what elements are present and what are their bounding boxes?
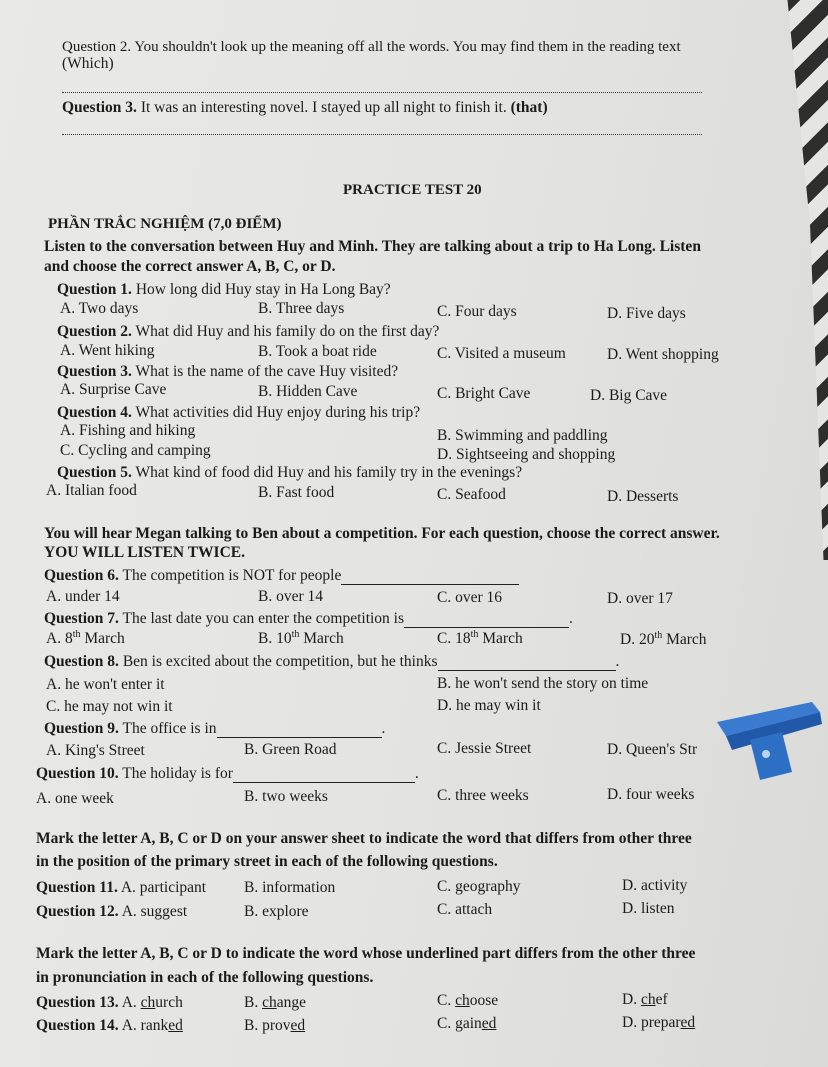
instruction-stress-a: Mark the letter A, B, C or D on your answer sheet to indicate the word that differs from other three <box>36 830 692 847</box>
answer-line <box>62 134 702 135</box>
question-number: Question 3. <box>62 99 137 116</box>
q4-option-a: A. Fishing and hiking <box>60 422 196 439</box>
question-1 <box>57 281 391 299</box>
question-number: Question 10. <box>36 765 119 782</box>
question-text: Ben is excited about the competition, but he thinks <box>118 653 438 670</box>
q6-option-a: A. under 14 <box>46 588 120 605</box>
question-11 <box>36 879 206 897</box>
question-text: What activities did Huy enjoy during his trip? <box>131 404 421 421</box>
q1-option-d: D. Five days <box>607 305 686 322</box>
question-5 <box>57 464 522 482</box>
q5-option-b: B. Fast food <box>258 484 335 501</box>
question-number: Question 9. <box>44 720 119 737</box>
q9-option-a: A. King's Street <box>46 742 145 759</box>
q8-option-b: B. he won't send the story on time <box>437 675 649 692</box>
question-text: What is the name of the cave Huy visited? <box>131 363 399 380</box>
question-3 <box>57 363 398 381</box>
q6-option-d: D. over 17 <box>607 590 673 607</box>
question-number: Question 12. <box>36 903 119 920</box>
q7-option-b: B. 10th March <box>258 628 344 647</box>
question-13: Question 13. A. church <box>36 994 183 1011</box>
q4-option-d: D. Sightseeing and shopping <box>437 446 616 463</box>
question-14: Question 14. A. ranked <box>36 1017 183 1034</box>
q7-option-d: D. 20th March <box>620 629 707 648</box>
q13-option-c: C. choose <box>437 992 499 1009</box>
question-hint: (that) <box>510 99 548 116</box>
instruction-pron-a: Mark the letter A, B, C or D to indicate the word whose underlined part differs from the other three <box>36 945 696 962</box>
q10-option-b: B. two weeks <box>244 788 328 805</box>
q12-option-d: D. listen <box>622 900 675 917</box>
q12-option-a: A. suggest <box>118 903 188 920</box>
question-number: Question 4. <box>57 404 132 421</box>
q6-option-b: B. over 14 <box>258 588 324 605</box>
question-text: It was an interesting novel. I stayed up all night to finish it. <box>136 99 511 116</box>
q2-option-a: A. Went hiking <box>60 342 155 359</box>
q12-option-c: C. attach <box>437 901 493 918</box>
instruction-listen-1a: Listen to the conversation between Huy and Minh. They are talking about a trip to Ha Long. Listen <box>44 238 701 255</box>
instruction-stress-b: in the position of the primary street in each of the following questions. <box>36 853 498 870</box>
answer-blank <box>341 570 519 585</box>
q1-option-b: B. Three days <box>258 300 345 317</box>
q8-option-c: C. he may not win it <box>46 698 173 715</box>
answer-blank <box>217 723 382 738</box>
q3-option-b: B. Hidden Cave <box>258 383 358 400</box>
q10-option-d: D. four weeks <box>607 786 695 803</box>
question-8: Question 8. Ben is excited about the competition, but he thinks . <box>44 653 620 670</box>
q9-option-b: B. Green Road <box>244 741 337 758</box>
q5-option-d: D. Desserts <box>607 488 679 505</box>
answer-blank <box>438 656 616 671</box>
q6-option-c: C. over 16 <box>437 589 503 606</box>
q3-option-d: D. Big Cave <box>590 387 668 404</box>
q14-option-d: D. prepared <box>622 1014 696 1031</box>
answer-line <box>62 92 702 93</box>
question-10: Question 10. The holiday is for . <box>36 765 419 782</box>
answer-blank <box>404 613 569 628</box>
instruction-listen-2b: YOU WILL LISTEN TWICE. <box>44 544 246 561</box>
q2-option-c: C. Visited a museum <box>437 345 566 362</box>
question-text: The office is in <box>118 720 217 737</box>
page-title: PRACTICE TEST 20 <box>343 182 482 198</box>
question-number: Question 1. <box>57 281 132 298</box>
question-number: Question 11. <box>36 879 118 896</box>
question-2 <box>57 323 439 341</box>
q5-option-a: A. Italian food <box>46 482 137 499</box>
q7-option-a: A. 8th March <box>46 628 125 647</box>
question-number: Question 7. <box>44 610 119 627</box>
q13-option-d: D. chef <box>622 991 668 1008</box>
top-question-3 <box>62 99 548 117</box>
q12-option-b: B. explore <box>244 903 309 920</box>
question-text: The competition is NOT for people <box>118 567 342 584</box>
q9-option-d: D. Queen's Str <box>607 741 698 758</box>
instruction-listen-2a: You will hear Megan talking to Ben about a competition. For each question, choose the correct answer. <box>44 525 720 542</box>
blue-pen-icon <box>712 702 822 782</box>
question-text: What did Huy and his family do on the first day? <box>131 323 440 340</box>
question-text: What kind of food did Huy and his family try in the evenings? <box>131 464 523 481</box>
top-question-2: Question 2. You shouldn't look up the meaning off all the words. You may find them in the reading text <box>62 39 681 55</box>
question-9: Question 9. The office is in . <box>44 720 386 737</box>
answer-blank <box>233 768 415 783</box>
question-text: The holiday is for <box>118 765 233 782</box>
q2-option-b: B. Took a boat ride <box>258 343 377 360</box>
q2-option-d: D. Went shopping <box>607 346 719 363</box>
question-text: The last date you can enter the competition is <box>118 610 405 627</box>
question-number: Question 2. <box>57 323 132 340</box>
q4-option-c: C. Cycling and camping <box>60 442 211 459</box>
question-7: Question 7. The last date you can enter the competition is . <box>44 610 573 627</box>
question-number: Question 13. <box>36 994 119 1011</box>
q11-option-a: A. participant <box>117 879 207 896</box>
question-number: Question 8. <box>44 653 119 670</box>
instruction-pron-b: in pronunciation in each of the following questions. <box>36 969 374 986</box>
instruction-listen-1b: and choose the correct answer A, B, C, or D. <box>44 258 336 275</box>
question-number: Question 14. <box>36 1017 119 1034</box>
q7-option-c: C. 18th March <box>437 628 523 647</box>
section-heading: PHẦN TRẮC NGHIỆM (7,0 ĐIỂM) <box>48 216 282 232</box>
q1-option-c: C. Four days <box>437 303 517 320</box>
q8-option-a: A. he won't enter it <box>46 676 165 693</box>
q11-option-d: D. activity <box>622 877 688 894</box>
q14-option-c: C. gained <box>437 1015 497 1032</box>
q10-option-c: C. three weeks <box>437 787 529 804</box>
q5-option-c: C. Seafood <box>437 486 506 503</box>
q9-option-c: C. Jessie Street <box>437 740 532 757</box>
question-12 <box>36 903 187 921</box>
q3-option-a: A. Surprise Cave <box>60 381 167 398</box>
q11-option-b: B. information <box>244 879 336 896</box>
q14-option-b: B. proved <box>244 1017 306 1034</box>
q3-option-c: C. Bright Cave <box>437 385 531 402</box>
top-question-2-hint: (Which) <box>62 55 114 72</box>
q10-option-a: A. one week <box>36 790 114 807</box>
question-number: Question 5. <box>57 464 132 481</box>
question-number: Question 6. <box>44 567 119 584</box>
question-6 <box>44 567 519 585</box>
question-text: How long did Huy stay in Ha Long Bay? <box>131 281 391 298</box>
q8-option-d: D. he may win it <box>437 697 541 714</box>
question-4 <box>57 404 420 422</box>
q11-option-c: C. geography <box>437 878 521 895</box>
question-number: Question 3. <box>57 363 132 380</box>
q13-option-b: B. change <box>244 994 306 1011</box>
q4-option-b: B. Swimming and paddling <box>437 427 608 444</box>
q1-option-a: A. Two days <box>60 300 139 317</box>
